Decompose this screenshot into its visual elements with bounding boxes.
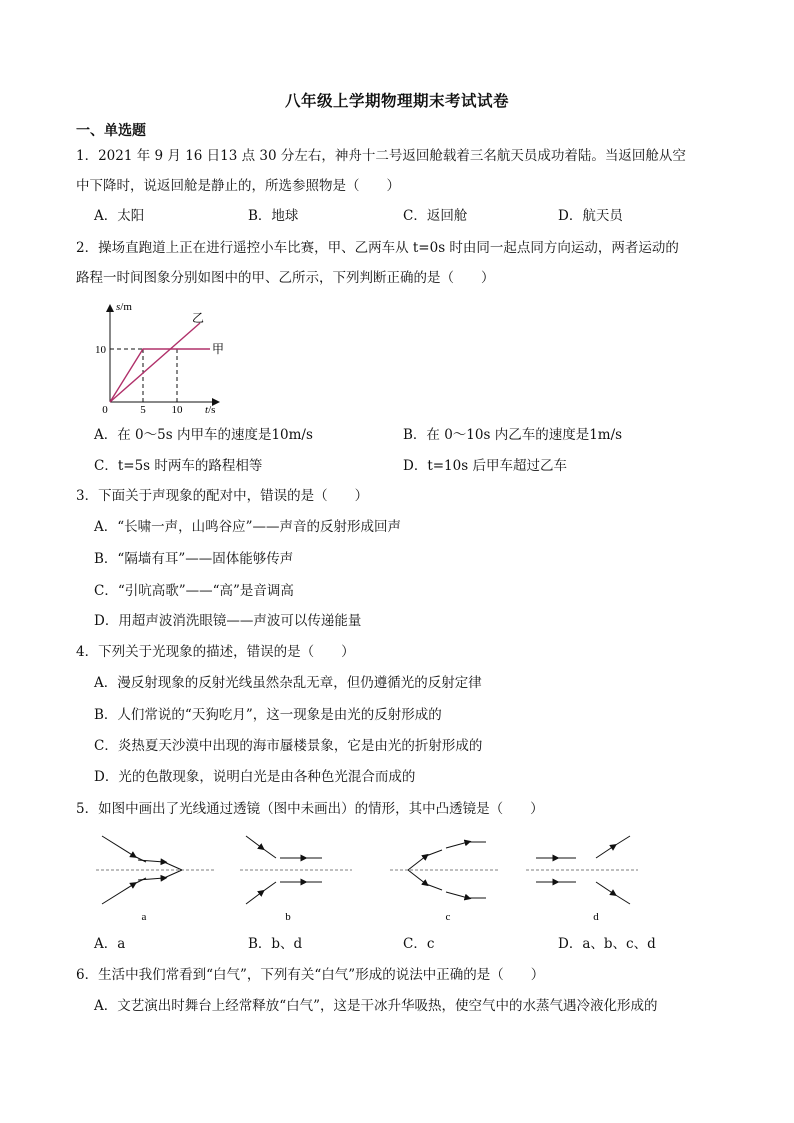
graph-origin-label: 0 <box>102 404 108 416</box>
series-jia-label: 甲 <box>212 342 225 356</box>
question-4-line-1: 4．下列关于光现象的描述，错误的是（ ） <box>76 644 355 660</box>
question-5-option-d: D．a、b、c、d <box>558 936 656 952</box>
graph-x-label: t/s <box>205 404 216 416</box>
question-4-option-d: D．光的色散现象，说明白光是由各种色光混合而成的 <box>94 769 416 785</box>
question-6-option-a: A．文艺演出时舞台上经常释放“白气”，这是干冰升华吸热，使空气中的水蒸气遇冷液化形成的 <box>94 998 658 1014</box>
question-1-option-a: A．太阳 <box>94 208 145 224</box>
graph-x-tick-10: 10 <box>171 404 183 416</box>
question-3-line-1: 3．下面关于声现象的配对中，错误的是（ ） <box>76 488 369 504</box>
question-4-option-b: B．人们常说的“天狗吃月”，这一现象是由光的反射形成的 <box>94 707 442 723</box>
question-2-option-d: D．t=10s 后甲车超过乙车 <box>403 458 567 474</box>
question-1-option-c: C．返回舱 <box>403 208 468 224</box>
series-yi-label: 乙 <box>192 311 205 325</box>
question-5-option-b: B．b、d <box>248 936 303 952</box>
figure-c <box>390 842 498 898</box>
figure-a <box>96 836 214 904</box>
figure-b <box>240 836 352 904</box>
question-6-line-1: 6．生活中我们常看到“白气”，下列有关“白气”形成的说法中正确的是（ ） <box>76 967 545 983</box>
section-heading: 一、单选题 <box>76 123 146 139</box>
graph-y-label: s/m <box>116 301 132 313</box>
question-2-option-a: A．在 0～5s 内甲车的速度是10m/s <box>94 427 313 443</box>
page-title: 八年级上学期物理期末考试试卷 <box>284 92 509 110</box>
question-1-option-b: B．地球 <box>248 208 299 224</box>
question-2-line-2: 路程一时间图象分别如图中的甲、乙所示，下列判断正确的是（ ） <box>76 270 495 286</box>
question-2-option-c: C．t=5s 时两车的路程相等 <box>94 458 263 474</box>
question-3-option-b: B．“隔墙有耳”——固体能够传声 <box>94 551 294 567</box>
question-5-option-a: A．a <box>94 936 126 952</box>
figure-label-b: b <box>285 911 291 923</box>
question-2-line-1: 2．操场直跑道上正在进行遥控小车比赛，甲、乙两车从 t=0s 时由同一起点同方向运动，两者运动的 <box>76 240 679 256</box>
question-2-option-b: B．在 0～10s 内乙车的速度是1m/s <box>403 427 623 443</box>
question-3-option-c: C．“引吭高歌”——“高”是音调高 <box>94 583 294 599</box>
question-3-option-d: D．用超声波消洗眼镜——声波可以传递能量 <box>94 613 362 629</box>
graph-x-tick-5: 5 <box>140 404 146 416</box>
question-4-option-a: A．漫反射现象的反射光线虽然杂乱无章，但仍遵循光的反射定律 <box>94 675 482 691</box>
series-yi-line <box>110 323 200 402</box>
graph-y-tick-10: 10 <box>95 344 106 356</box>
question-3-option-a: A．“长啸一声，山鸣谷应”——声音的反射形成回声 <box>94 519 402 535</box>
question-5-option-c: C．c <box>403 936 435 952</box>
figure-label-a: a <box>141 911 147 923</box>
lens-ray-figure <box>90 828 646 924</box>
question-1-option-d: D．航天员 <box>558 208 623 224</box>
figure-d <box>526 836 638 904</box>
distance-time-graph <box>88 296 233 418</box>
question-1-line-1: 1．2021 年 9 月 16 日13 点 30 分左右，神舟十二号返回舱载着三名航天员成功着陆。当返回舱从空 <box>76 148 686 164</box>
question-4-option-c: C．炎热夏天沙漠中出现的海市蜃楼景象，它是由光的折射形成的 <box>94 738 483 754</box>
question-1-line-2: 中下降时，说返回舱是静止的，所选参照物是（ ） <box>76 178 400 194</box>
figure-label-c: c <box>445 911 451 923</box>
figure-label-d: d <box>593 911 599 923</box>
series-jia-line <box>110 349 210 402</box>
question-5-line-1: 5．如图中画出了光线通过透镜（图中未画出）的情形，其中凸透镜是（ ） <box>76 801 544 817</box>
